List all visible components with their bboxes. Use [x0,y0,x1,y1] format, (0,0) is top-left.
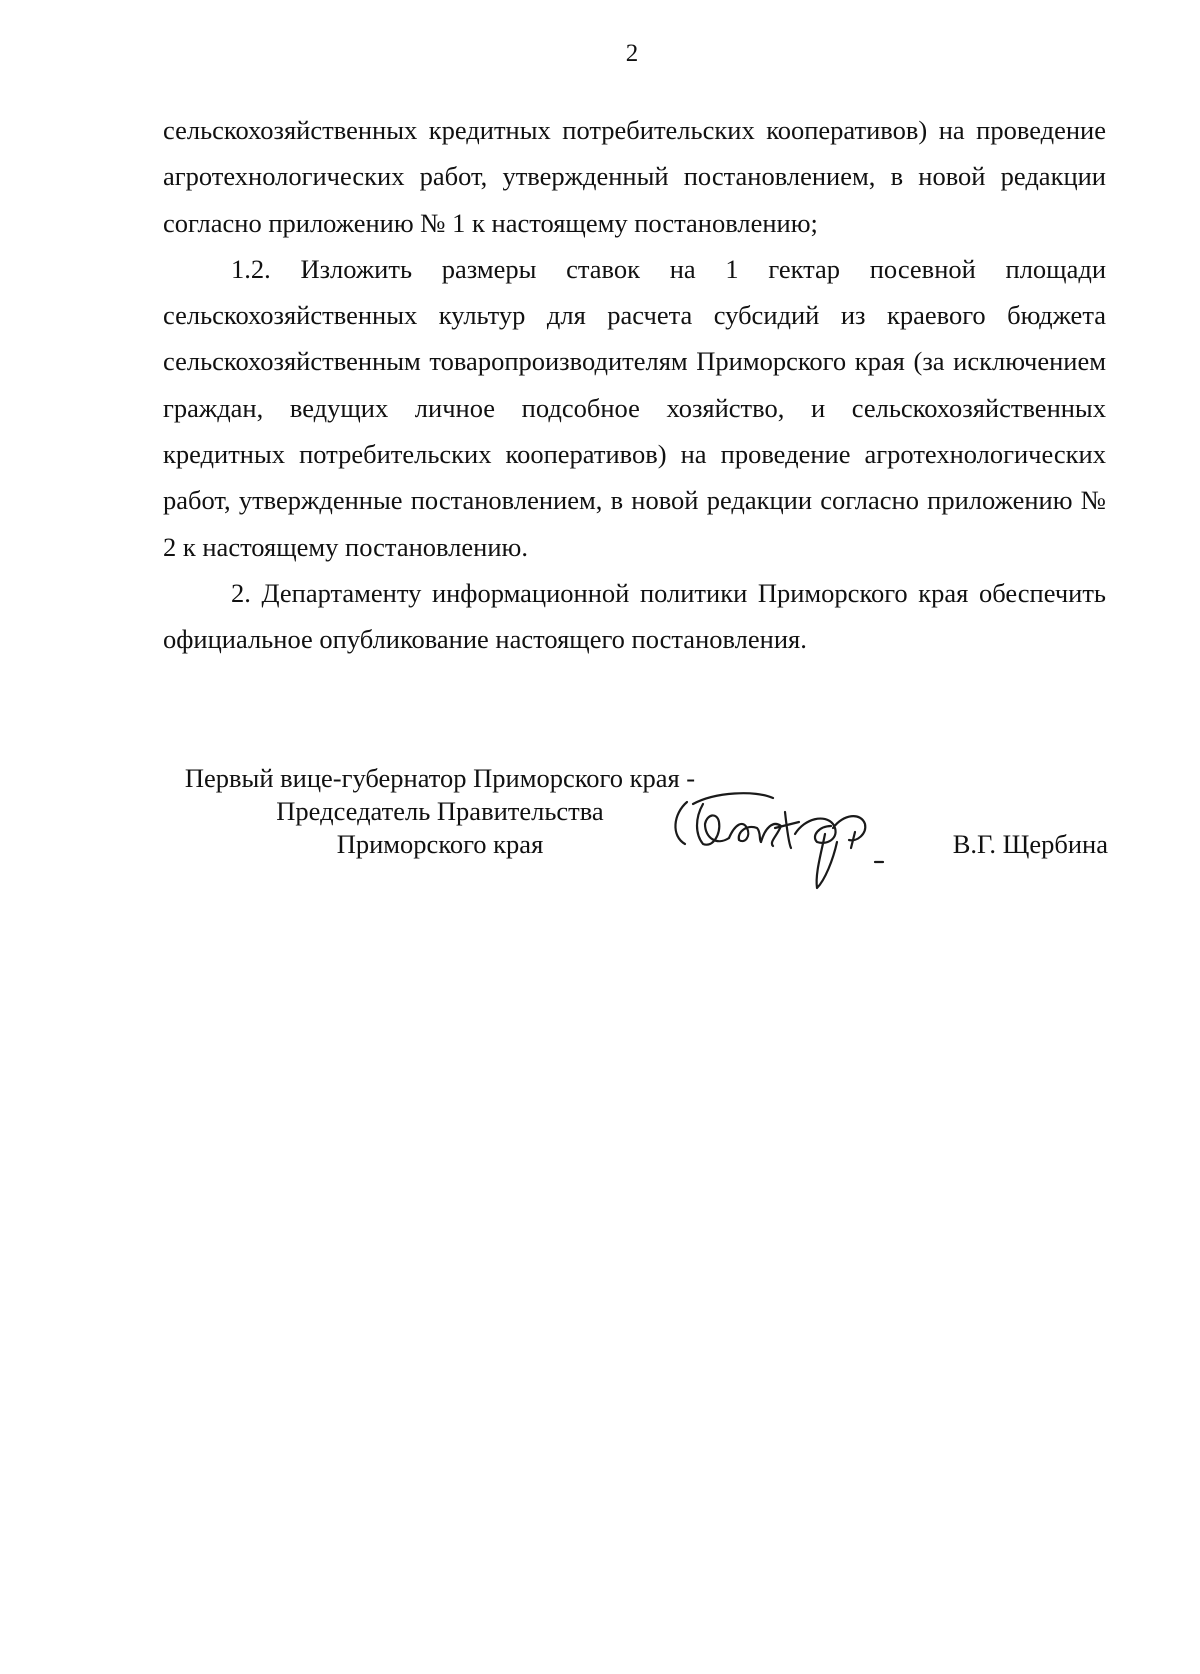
position-line-1: Первый вице-губернатор Приморского края - [184,763,696,793]
signature-block [170,762,1110,902]
signer-name: В.Г. Щербина [952,829,1108,859]
document-body [163,107,1106,663]
handwritten-signature-icon [665,784,885,894]
paragraph-item-2: 2. Департаменту информационной политики Приморского края обеспечить официальное опубликование настоящего постановления. [163,577,1106,655]
page-number: 2 [625,40,639,67]
paragraph-continuation: сельскохозяйственных кредитных потребительских кооперативов) на проведение агротехнологических работ, утвержденный постановлением, в новой редакции согласно приложению № 1 к настоящему постановлению; [163,115,1106,238]
paragraph-item-1-2: 1.2. Изложить размеры ставок на 1 гектар посевной площади сельскохозяйственных культур для расчета субсидий из краевого бюджета сельскохозяйственным товаропроизводителям Приморского края (за исключением граждан, ведущих личное подсобное хозяйство, и сельскохозяйственных кредитных потребительских кооперативов) на проведение агротехнологических работ, утвержденные постановлением, в новой редакции согласно приложению № 2 к настоящему постановлению. [163,253,1106,562]
position-line-3: Приморского края [336,829,544,859]
position-line-2: Председатель Правительства [276,796,604,826]
signatory-position [170,762,710,861]
